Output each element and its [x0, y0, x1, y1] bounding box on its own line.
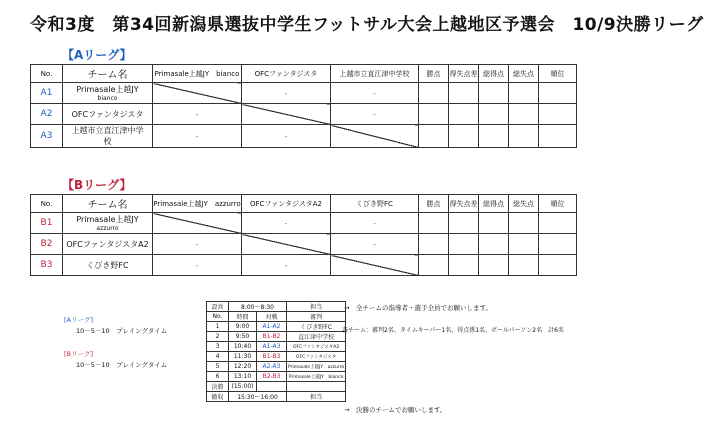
result-cell: -	[331, 104, 419, 125]
col-header: 勝点	[419, 65, 449, 83]
result-cell: -	[153, 234, 242, 255]
match-row: 4 11:30 B1-B3 OFCファンタジスタ	[207, 352, 346, 362]
col-header: チーム名	[63, 65, 153, 83]
team-name: くびき野FC	[63, 255, 153, 276]
result-cell	[331, 125, 419, 148]
table-row	[31, 83, 577, 104]
league-b-table	[30, 194, 577, 276]
match-row: 5 12:20 A2-A3 Primasale上越JY azzurro	[207, 362, 346, 372]
table-row	[31, 125, 577, 148]
team-no: B2	[31, 234, 63, 255]
note-b-label: [Bリーグ]	[64, 350, 94, 358]
result-cell: -	[242, 213, 331, 234]
col-header: 総得点	[479, 195, 509, 213]
teardown-row: 撤収 15:30～16:00 担当	[207, 392, 346, 402]
setup-row: 設営 8:00～8:30 担当	[207, 302, 346, 312]
result-cell: -	[242, 255, 331, 276]
result-cell	[242, 234, 331, 255]
teardown-note: → 決勝のチームでお願いします。	[344, 406, 447, 414]
match-row: 3 10:40 A1-A3 OFCファンタジスタA2	[207, 342, 346, 352]
col-header: 得失点差	[449, 195, 479, 213]
table-row	[31, 234, 577, 255]
setup-note: → 全チームの指導者・選手全員でお願いします。	[344, 304, 492, 312]
team-name: OFCファンタジスタA2	[63, 234, 153, 255]
match-row: 6 13:10 B2-B3 Primasale上越JY bianco	[207, 372, 346, 382]
col-header: 上越市立直江津中学校	[331, 65, 419, 83]
col-header: 得失点差	[449, 65, 479, 83]
league-a-table	[30, 64, 577, 148]
result-cell: -	[242, 125, 331, 148]
schedule-table	[206, 301, 346, 402]
result-cell: -	[331, 213, 419, 234]
team-no: A1	[31, 83, 63, 104]
match-row: 1 9:00 A1-A2 くびき野FC	[207, 322, 346, 332]
table-row	[31, 255, 577, 276]
table-header-row: No. 時間 対戦 審判	[207, 312, 346, 322]
note-a-label: [Aリーグ]	[64, 316, 94, 324]
league-b-label: 【Bリーグ】	[62, 178, 132, 192]
page-title: 令和3度 第34回新潟県選抜中学生フットサル大会上越地区予選会 10/9決勝リーグ	[30, 15, 704, 35]
col-header: くびき野FC	[331, 195, 419, 213]
team-name: 上越市立直江津中学 校	[63, 125, 153, 148]
col-header: 総失点	[509, 195, 539, 213]
result-cell: -	[153, 255, 242, 276]
col-header: No.	[31, 65, 63, 83]
col-header: OFCファンタジスタA2	[242, 195, 331, 213]
table-row	[31, 104, 577, 125]
table-header-row	[31, 65, 577, 83]
col-header: チーム名	[63, 195, 153, 213]
team-name: OFCファンタジスタ	[63, 104, 153, 125]
table-row	[31, 213, 577, 234]
result-cell	[153, 83, 242, 104]
result-cell	[153, 213, 242, 234]
referee-note: 各チーム：審判2名、タイムキーパー1名、得点係1名、ボールパーソン2名 計6名	[342, 327, 564, 334]
note-b-time: 10－5－10 プレイングタイム	[76, 361, 168, 369]
col-header: 総失点	[509, 65, 539, 83]
team-no: A2	[31, 104, 63, 125]
col-header: Primasale上越JY azzurro	[153, 195, 242, 213]
result-cell: -	[153, 104, 242, 125]
result-cell: -	[242, 83, 331, 104]
col-header: 順位	[539, 65, 577, 83]
table-header-row	[31, 195, 577, 213]
col-header: OFCファンタジスタ	[242, 65, 331, 83]
result-cell: -	[331, 234, 419, 255]
final-row: 決勝 (15:00)	[207, 382, 346, 392]
col-header: 順位	[539, 195, 577, 213]
team-name: Primasale上越JY azzurro	[63, 213, 153, 234]
team-no: B3	[31, 255, 63, 276]
result-cell	[242, 104, 331, 125]
note-a-time: 10－5－10 プレイングタイム	[76, 327, 168, 335]
result-cell: -	[331, 83, 419, 104]
team-no: B1	[31, 213, 63, 234]
team-no: A3	[31, 125, 63, 148]
col-header: 勝点	[419, 195, 449, 213]
col-header: 総得点	[479, 65, 509, 83]
col-header: No.	[31, 195, 63, 213]
result-cell: -	[153, 125, 242, 148]
match-row: 2 9:50 B1-B2 直江津中学校	[207, 332, 346, 342]
col-header: Primasale上越JY bianco	[153, 65, 242, 83]
league-a-label: 【Aリーグ】	[62, 48, 132, 62]
result-cell	[331, 255, 419, 276]
team-name: Primasale上越JY bianco	[63, 83, 153, 104]
